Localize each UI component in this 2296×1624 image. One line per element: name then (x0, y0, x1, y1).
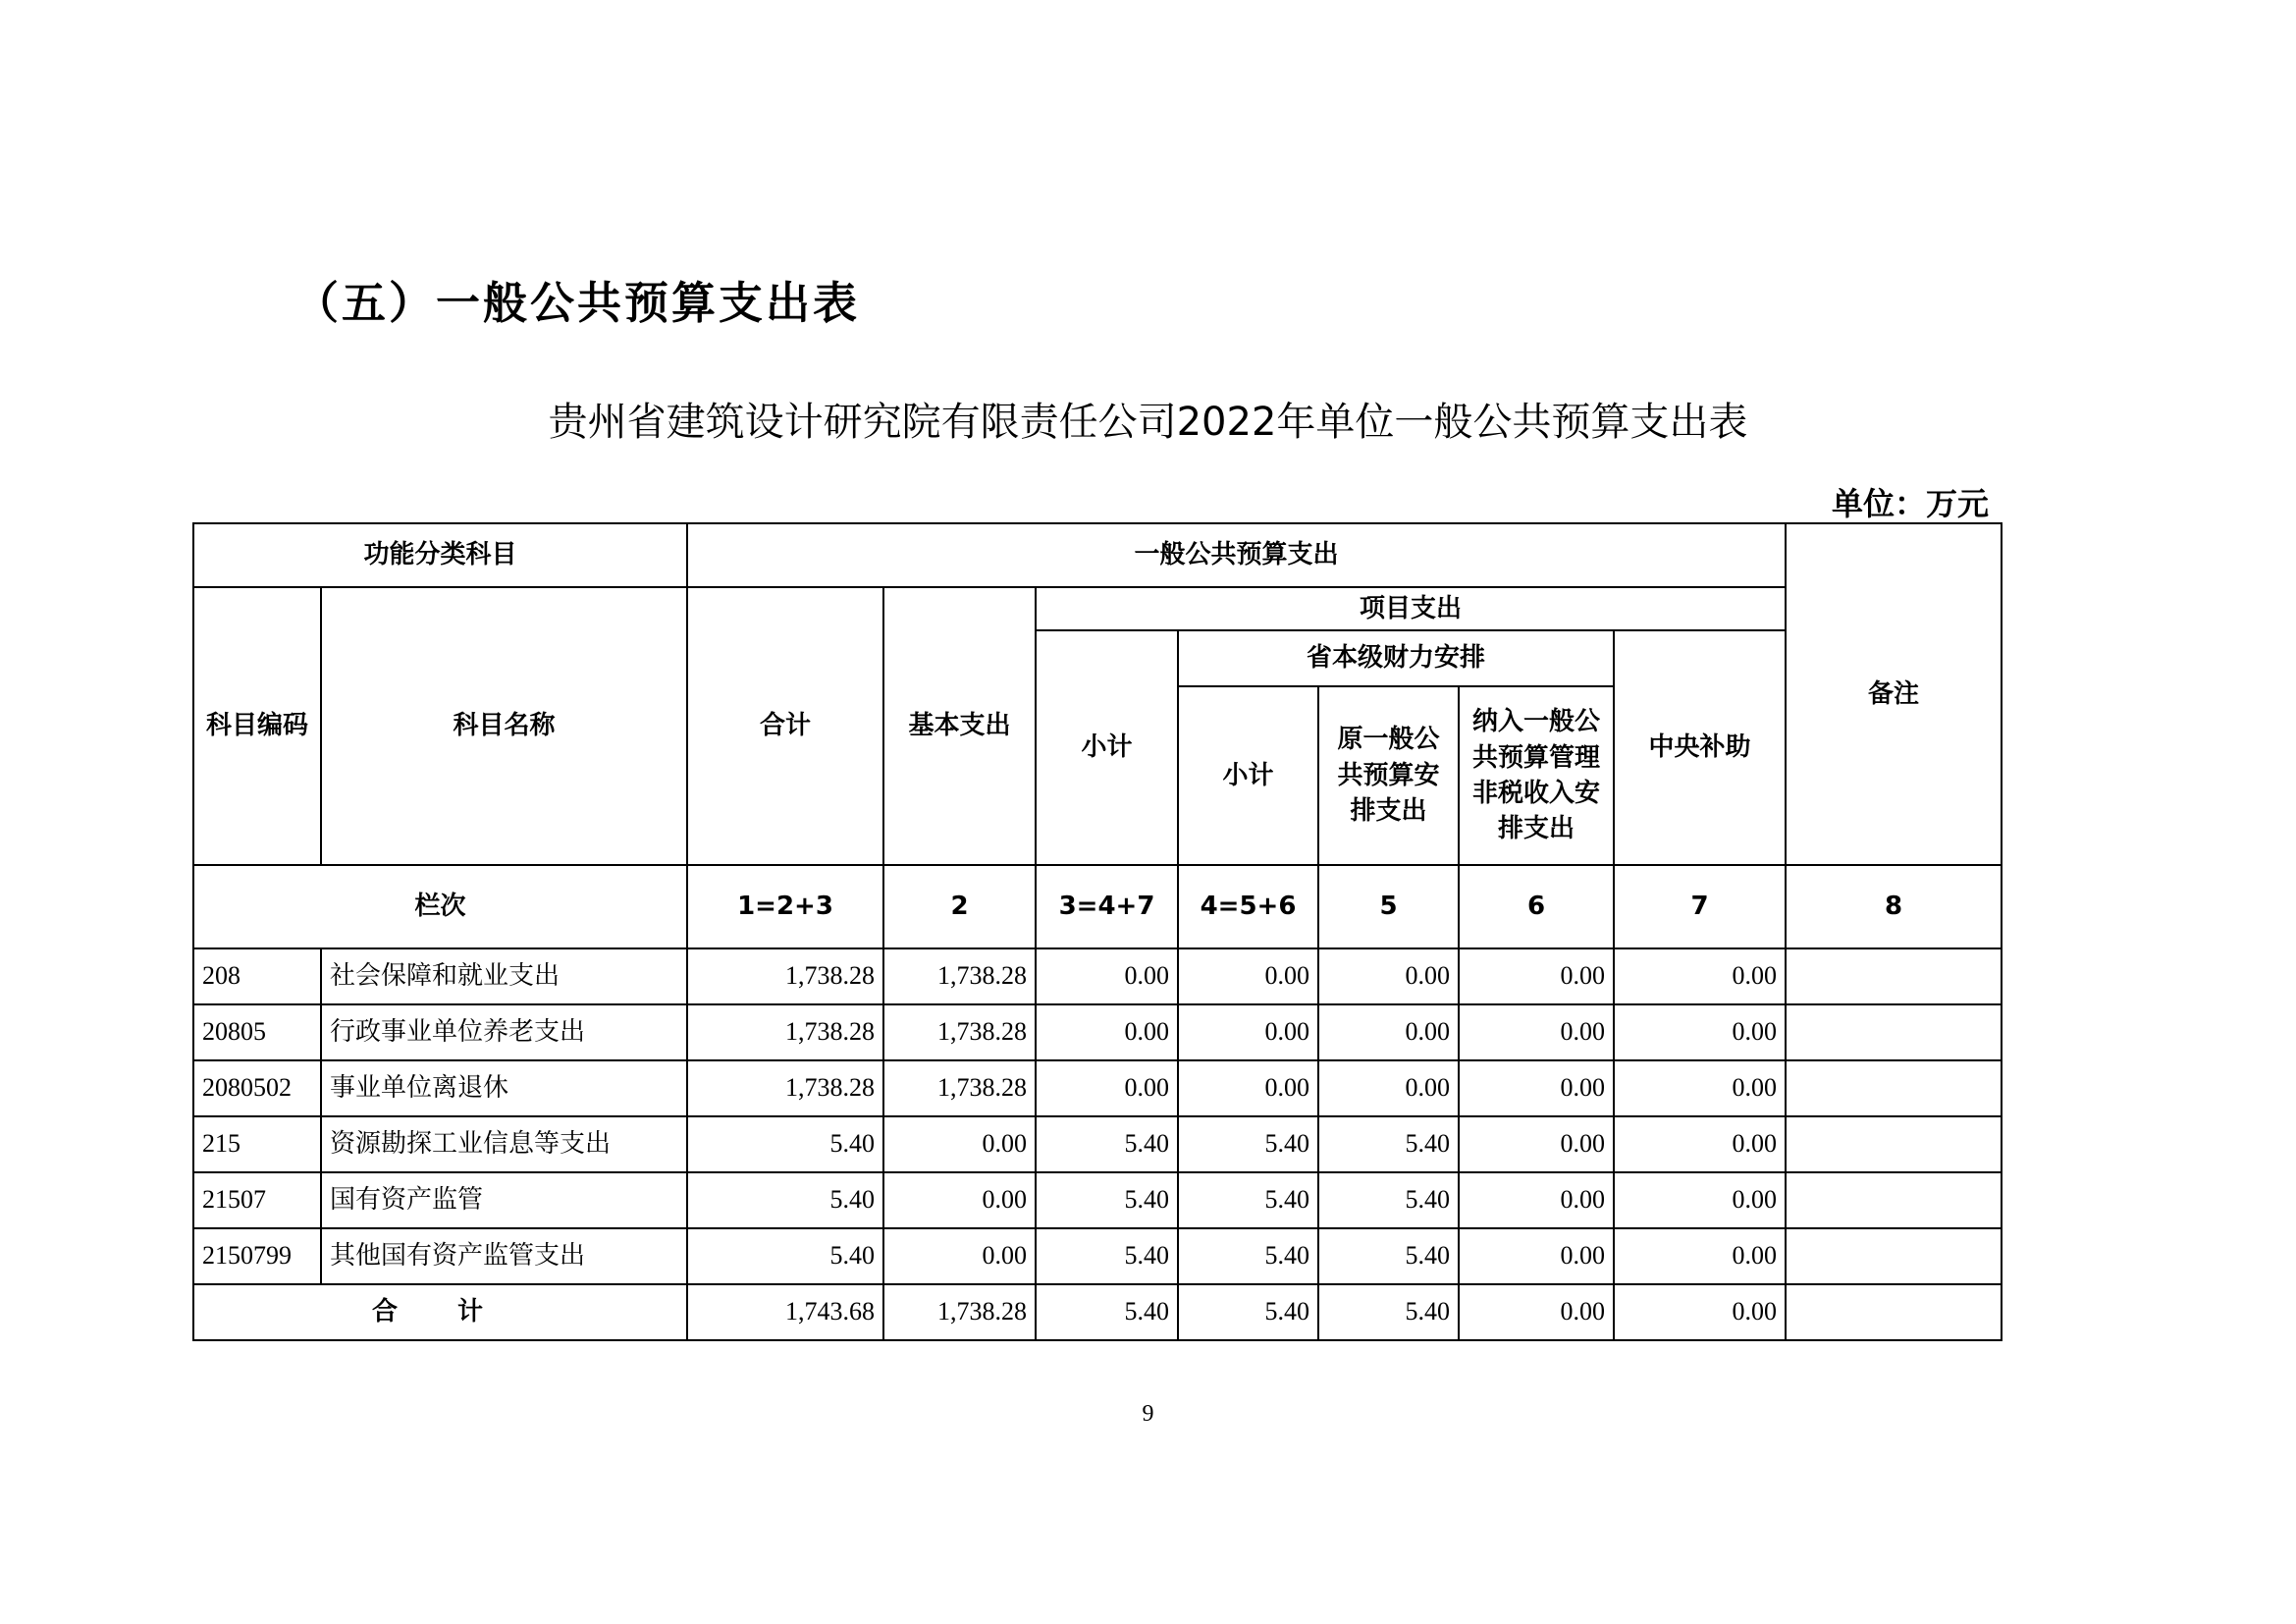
total-remarks (1786, 1284, 2002, 1340)
header-functional-category: 功能分类科目 (193, 523, 687, 587)
total-value: 5.40 (1178, 1284, 1318, 1340)
budget-expenditure-table (192, 522, 2002, 1341)
row-value: 0.00 (1036, 1060, 1178, 1116)
row-value: 0.00 (1178, 1060, 1318, 1116)
total-value: 5.40 (1318, 1284, 1459, 1340)
total-value: 0.00 (1459, 1284, 1614, 1340)
table-row (193, 1228, 2002, 1284)
row-value: 1,738.28 (883, 1004, 1036, 1060)
row-code: 21507 (193, 1172, 321, 1228)
row-value: 5.40 (687, 1116, 883, 1172)
total-value: 1,743.68 (687, 1284, 883, 1340)
row-value: 1,738.28 (687, 1004, 883, 1060)
row-value: 1,738.28 (883, 948, 1036, 1004)
row-name: 社会保障和就业支出 (321, 948, 687, 1004)
row-code: 2080502 (193, 1060, 321, 1116)
total-value: 1,738.28 (883, 1284, 1036, 1340)
table-row (193, 1172, 2002, 1228)
header-provincial-subtotal: 小计 (1178, 686, 1318, 865)
column-index-cell: 1=2+3 (687, 865, 883, 948)
row-value: 0.00 (1614, 1116, 1786, 1172)
row-name: 其他国有资产监管支出 (321, 1228, 687, 1284)
row-value: 5.40 (1318, 1228, 1459, 1284)
row-remarks (1786, 1060, 2002, 1116)
header-provincial-financial: 省本级财力安排 (1178, 630, 1614, 686)
header-row-1 (193, 523, 2002, 587)
row-value: 0.00 (1036, 948, 1178, 1004)
row-value: 0.00 (1614, 1004, 1786, 1060)
row-value: 5.40 (1318, 1116, 1459, 1172)
row-value: 0.00 (1614, 1228, 1786, 1284)
row-remarks (1786, 948, 2002, 1004)
row-value: 0.00 (1459, 1172, 1614, 1228)
row-value: 0.00 (883, 1228, 1036, 1284)
row-value: 0.00 (883, 1116, 1036, 1172)
column-index-cell: 8 (1786, 865, 2002, 948)
row-value: 0.00 (1318, 1004, 1459, 1060)
table-row (193, 1004, 2002, 1060)
row-value: 5.40 (1178, 1228, 1318, 1284)
total-value: 5.40 (1036, 1284, 1178, 1340)
row-value: 0.00 (1459, 1116, 1614, 1172)
total-label: 合 计 (193, 1284, 687, 1340)
header-project-expenditure: 项目支出 (1036, 587, 1786, 630)
row-value: 5.40 (1178, 1172, 1318, 1228)
row-value: 5.40 (1318, 1172, 1459, 1228)
row-name: 事业单位离退休 (321, 1060, 687, 1116)
column-index-cell: 6 (1459, 865, 1614, 948)
header-remarks: 备注 (1786, 523, 2002, 865)
row-value: 0.00 (1614, 948, 1786, 1004)
page-number: 9 (1142, 1401, 1154, 1427)
column-index-cell: 7 (1614, 865, 1786, 948)
row-value: 5.40 (687, 1172, 883, 1228)
row-code: 2150799 (193, 1228, 321, 1284)
column-index-cell: 5 (1318, 865, 1459, 948)
header-central-subsidy: 中央补助 (1614, 630, 1786, 865)
table-title: 贵州省建筑设计研究院有限责任公司2022年单位一般公共预算支出表 (548, 400, 1748, 445)
header-project-subtotal: 小计 (1036, 630, 1178, 865)
row-value: 5.40 (1178, 1116, 1318, 1172)
header-original-general-budget: 原一般公共预算安排支出 (1318, 686, 1459, 865)
row-value: 0.00 (1459, 1004, 1614, 1060)
row-value: 5.40 (1036, 1172, 1178, 1228)
header-subject-name: 科目名称 (321, 587, 687, 865)
row-name: 行政事业单位养老支出 (321, 1004, 687, 1060)
total-value: 0.00 (1614, 1284, 1786, 1340)
header-general-budget-expenditure: 一般公共预算支出 (687, 523, 1786, 587)
row-name: 资源勘探工业信息等支出 (321, 1116, 687, 1172)
column-index-row (193, 865, 2002, 948)
column-index-label: 栏次 (193, 865, 687, 948)
row-remarks (1786, 1228, 2002, 1284)
row-value: 0.00 (1178, 1004, 1318, 1060)
row-value: 0.00 (1036, 1004, 1178, 1060)
header-total: 合计 (687, 587, 883, 865)
row-value: 1,738.28 (883, 1060, 1036, 1116)
section-heading: （五）一般公共预算支出表 (294, 277, 861, 329)
header-row-2 (193, 587, 2002, 630)
row-value: 0.00 (1318, 948, 1459, 1004)
table-row (193, 948, 2002, 1004)
header-basic-expenditure: 基本支出 (883, 587, 1036, 865)
row-value: 0.00 (1178, 948, 1318, 1004)
header-nontax-income: 纳入一般公共预算管理非税收入安排支出 (1459, 686, 1614, 865)
row-name: 国有资产监管 (321, 1172, 687, 1228)
row-value: 0.00 (883, 1172, 1036, 1228)
row-value: 5.40 (687, 1228, 883, 1284)
unit-label: 单位：万元 (1831, 485, 1989, 522)
row-code: 215 (193, 1116, 321, 1172)
row-value: 0.00 (1614, 1060, 1786, 1116)
column-index-cell: 2 (883, 865, 1036, 948)
row-value: 0.00 (1459, 948, 1614, 1004)
row-value: 0.00 (1614, 1172, 1786, 1228)
total-row (193, 1284, 2002, 1340)
row-value: 5.40 (1036, 1228, 1178, 1284)
row-value: 0.00 (1459, 1228, 1614, 1284)
row-remarks (1786, 1116, 2002, 1172)
row-value: 0.00 (1318, 1060, 1459, 1116)
header-subject-code: 科目编码 (193, 587, 321, 865)
row-remarks (1786, 1004, 2002, 1060)
column-index-cell: 4=5+6 (1178, 865, 1318, 948)
column-index-cell: 3=4+7 (1036, 865, 1178, 948)
table-row (193, 1116, 2002, 1172)
row-value: 0.00 (1459, 1060, 1614, 1116)
row-value: 1,738.28 (687, 948, 883, 1004)
row-remarks (1786, 1172, 2002, 1228)
row-value: 1,738.28 (687, 1060, 883, 1116)
row-value: 5.40 (1036, 1116, 1178, 1172)
table-row (193, 1060, 2002, 1116)
row-code: 20805 (193, 1004, 321, 1060)
row-code: 208 (193, 948, 321, 1004)
